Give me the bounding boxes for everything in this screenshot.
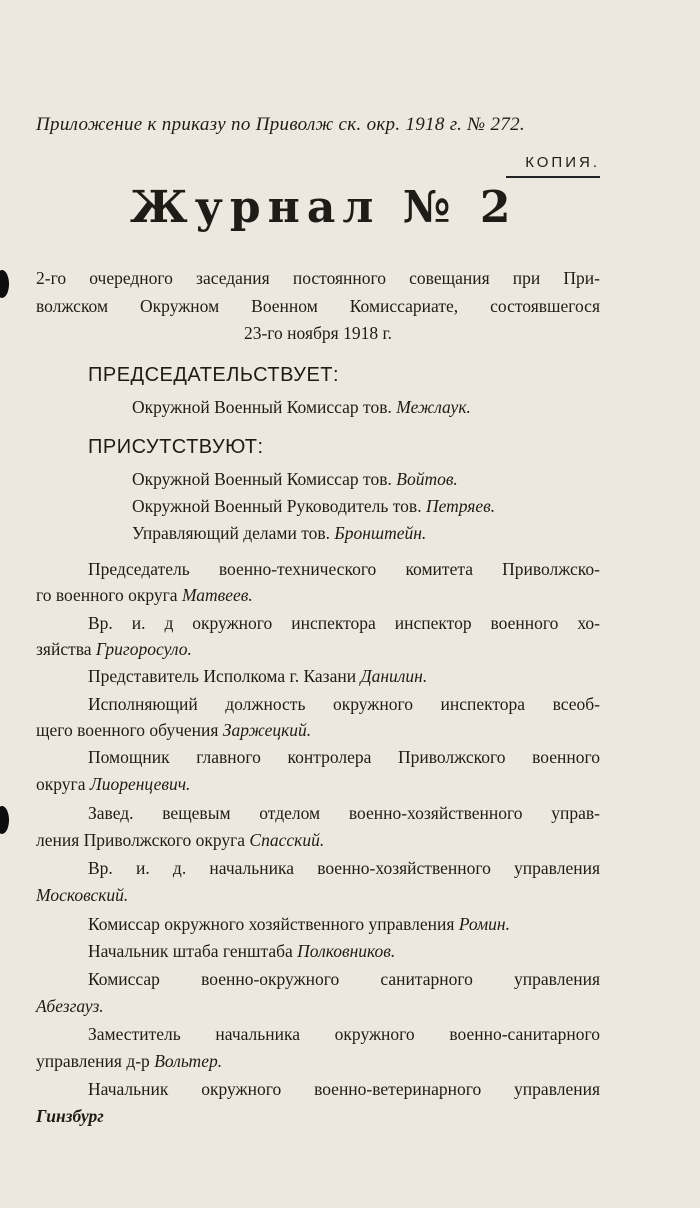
entry-name: Вольтер.: [154, 1051, 223, 1071]
entry-name: Спасский.: [249, 830, 325, 850]
entry-line: Завед. вещевым отделом военно-хозяйственного управ-: [88, 803, 600, 823]
entry-name: Ромин.: [458, 914, 510, 934]
intro-line: волжском Окружном Военном Комиссариате, состоявшегося: [36, 296, 600, 316]
entry-line: [36, 887, 128, 905]
entry-line: Заместитель начальника окружного военно-санитарного: [88, 1024, 600, 1044]
entry-line: [88, 916, 510, 934]
entry-name: Гинзбург: [36, 1106, 104, 1126]
entry-name: Данилин.: [360, 666, 428, 686]
binding-hole: [0, 806, 9, 834]
entry-name: Московский.: [36, 885, 129, 905]
entry-line: Вр. и. д. начальника военно-хозяйственного управления: [88, 858, 600, 878]
intro-date: 23-го ноября 1918 г.: [243, 323, 393, 343]
entry-line: [36, 587, 253, 605]
entry-line: [36, 1108, 104, 1126]
entry-line: [36, 832, 324, 850]
entry-text: Начальник штаба генштаба: [88, 941, 293, 961]
member-role: Окружной Военный Руководитель тов.: [132, 496, 422, 516]
entry-text: управления д-р: [36, 1051, 150, 1071]
chair-name: Межлаук.: [396, 397, 471, 417]
entry-name: Матвеев.: [181, 585, 253, 605]
entry-line: Комиссар военно-окружного санитарного управления: [88, 969, 600, 989]
copy-underline: [506, 176, 600, 178]
entry-line: [88, 943, 395, 961]
member-name: Бронштейн.: [334, 523, 427, 543]
entry-name: Григоросуло.: [95, 639, 192, 659]
entry-text: зяйства: [36, 639, 92, 659]
entry-name: Заржецкий.: [222, 720, 312, 740]
entry-line: Начальник окружного военно-ветеринарного управления: [88, 1079, 600, 1099]
chair-line: [132, 399, 471, 417]
entry-name: Полковников.: [297, 941, 396, 961]
entry-line: [36, 641, 192, 659]
member-name: Войтов.: [396, 469, 458, 489]
member-name: Петряев.: [425, 496, 496, 516]
entry-name: Абезгауз.: [36, 996, 104, 1016]
member-role: Окружной Военный Комиссар тов.: [132, 469, 392, 489]
entry-line: [36, 776, 190, 794]
entry-text: округа: [36, 774, 86, 794]
entry-line: Вр. и. д окружного инспектора инспектор военного хо-: [88, 613, 600, 633]
entry-line: [36, 722, 311, 740]
member-role: Управляющий делами тов.: [132, 523, 330, 543]
present-member: [132, 498, 495, 516]
entry-line: Помощник главного контролера Приволжского военного: [88, 747, 600, 767]
entry-line: [88, 668, 427, 686]
document-title: Журнал № 2: [130, 182, 518, 233]
copy-label: КОПИЯ.: [525, 154, 600, 171]
chair-heading: ПРЕДСЕДАТЕЛЬСТВУЕТ:: [88, 364, 340, 386]
entry-text: Представитель Исполкома г. Казани: [88, 666, 357, 686]
entry-text: ления Приволжского округа: [36, 830, 246, 850]
entry-name: Лиоренцевич.: [89, 774, 191, 794]
entry-line: Исполняющий должность окружного инспектора всеоб-: [88, 694, 600, 714]
entry-text: Комиссар окружного хозяйственного управления: [88, 914, 455, 934]
present-heading: ПРИСУТСТВУЮТ:: [88, 436, 264, 458]
entry-line: [36, 998, 104, 1016]
intro-line: 2-го очередного заседания постоянного совещания при При-: [36, 268, 600, 288]
entry-line: Председатель военно-технического комитета Приволжско-: [88, 559, 600, 579]
present-member: [132, 525, 426, 543]
entry-line: [36, 1053, 222, 1071]
appendix-note: Приложение к приказу по Приволж ск. окр. 1918 г. № 272.: [36, 114, 525, 135]
entry-text: щего военного обучения: [36, 720, 219, 740]
entry-text: го военного округа: [36, 585, 178, 605]
binding-hole: [0, 270, 9, 298]
present-member: [132, 471, 458, 489]
chair-role: Окружной Военный Комиссар тов.: [132, 397, 392, 417]
